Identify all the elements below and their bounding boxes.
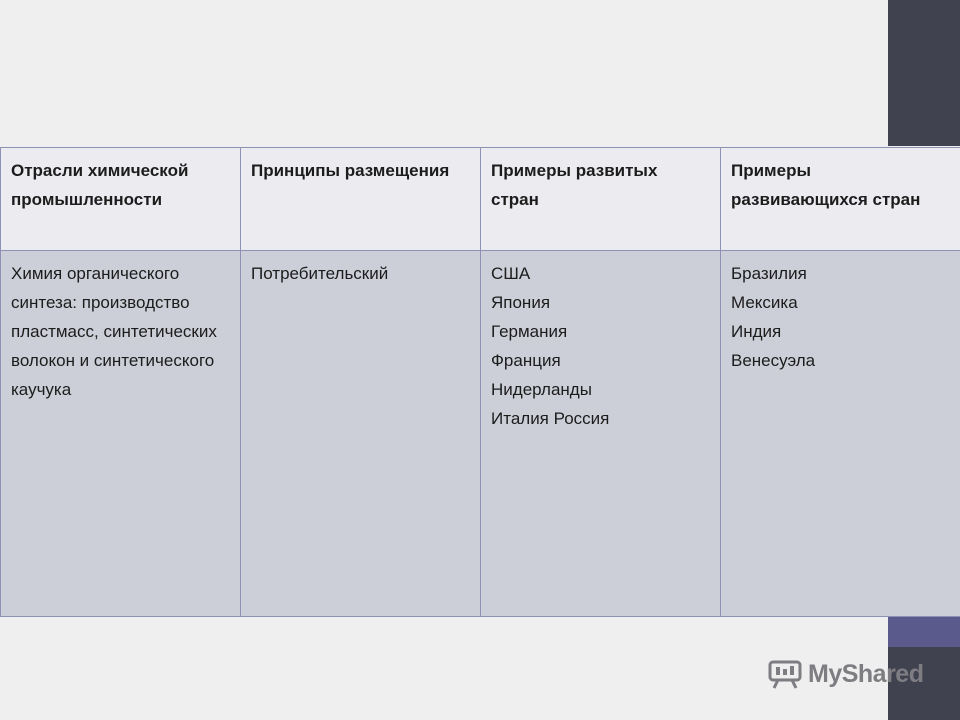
side-bar-top	[888, 0, 960, 146]
developed-country: США	[491, 264, 531, 283]
developed-country: Германия	[491, 322, 568, 341]
cell-developing	[721, 251, 960, 617]
developing-country: Мексика	[731, 293, 798, 312]
developed-country: Италия Россия	[491, 409, 610, 428]
watermark-text: MyShared	[808, 659, 924, 688]
developed-country: Япония	[491, 293, 551, 312]
header-industry: Отрасли химической промышленности	[1, 148, 241, 251]
developing-country: Бразилия	[731, 264, 807, 283]
developed-country: Франция	[491, 351, 561, 370]
cell-developed	[481, 251, 721, 617]
side-bar-accent	[888, 617, 960, 647]
table-row	[1, 251, 960, 617]
developed-country: Нидерланды	[491, 380, 592, 399]
myshared-watermark	[768, 656, 923, 692]
header-principle: Принципы размещения	[241, 148, 481, 251]
header-developing: Примеры развивающихся стран	[721, 148, 960, 251]
developing-country: Венесуэла	[731, 351, 816, 370]
cell-industry: Химия органического синтеза: производство пластмасс, синтетических волокон и синтетического каучука	[1, 251, 241, 617]
table-header-row	[1, 148, 960, 251]
header-developed: Примеры развитых стран	[481, 148, 721, 251]
chemical-industry-table	[0, 147, 960, 617]
cell-principle: Потребительский	[241, 251, 481, 617]
presentation-board-icon	[768, 658, 802, 690]
developing-country: Индия	[731, 322, 782, 341]
